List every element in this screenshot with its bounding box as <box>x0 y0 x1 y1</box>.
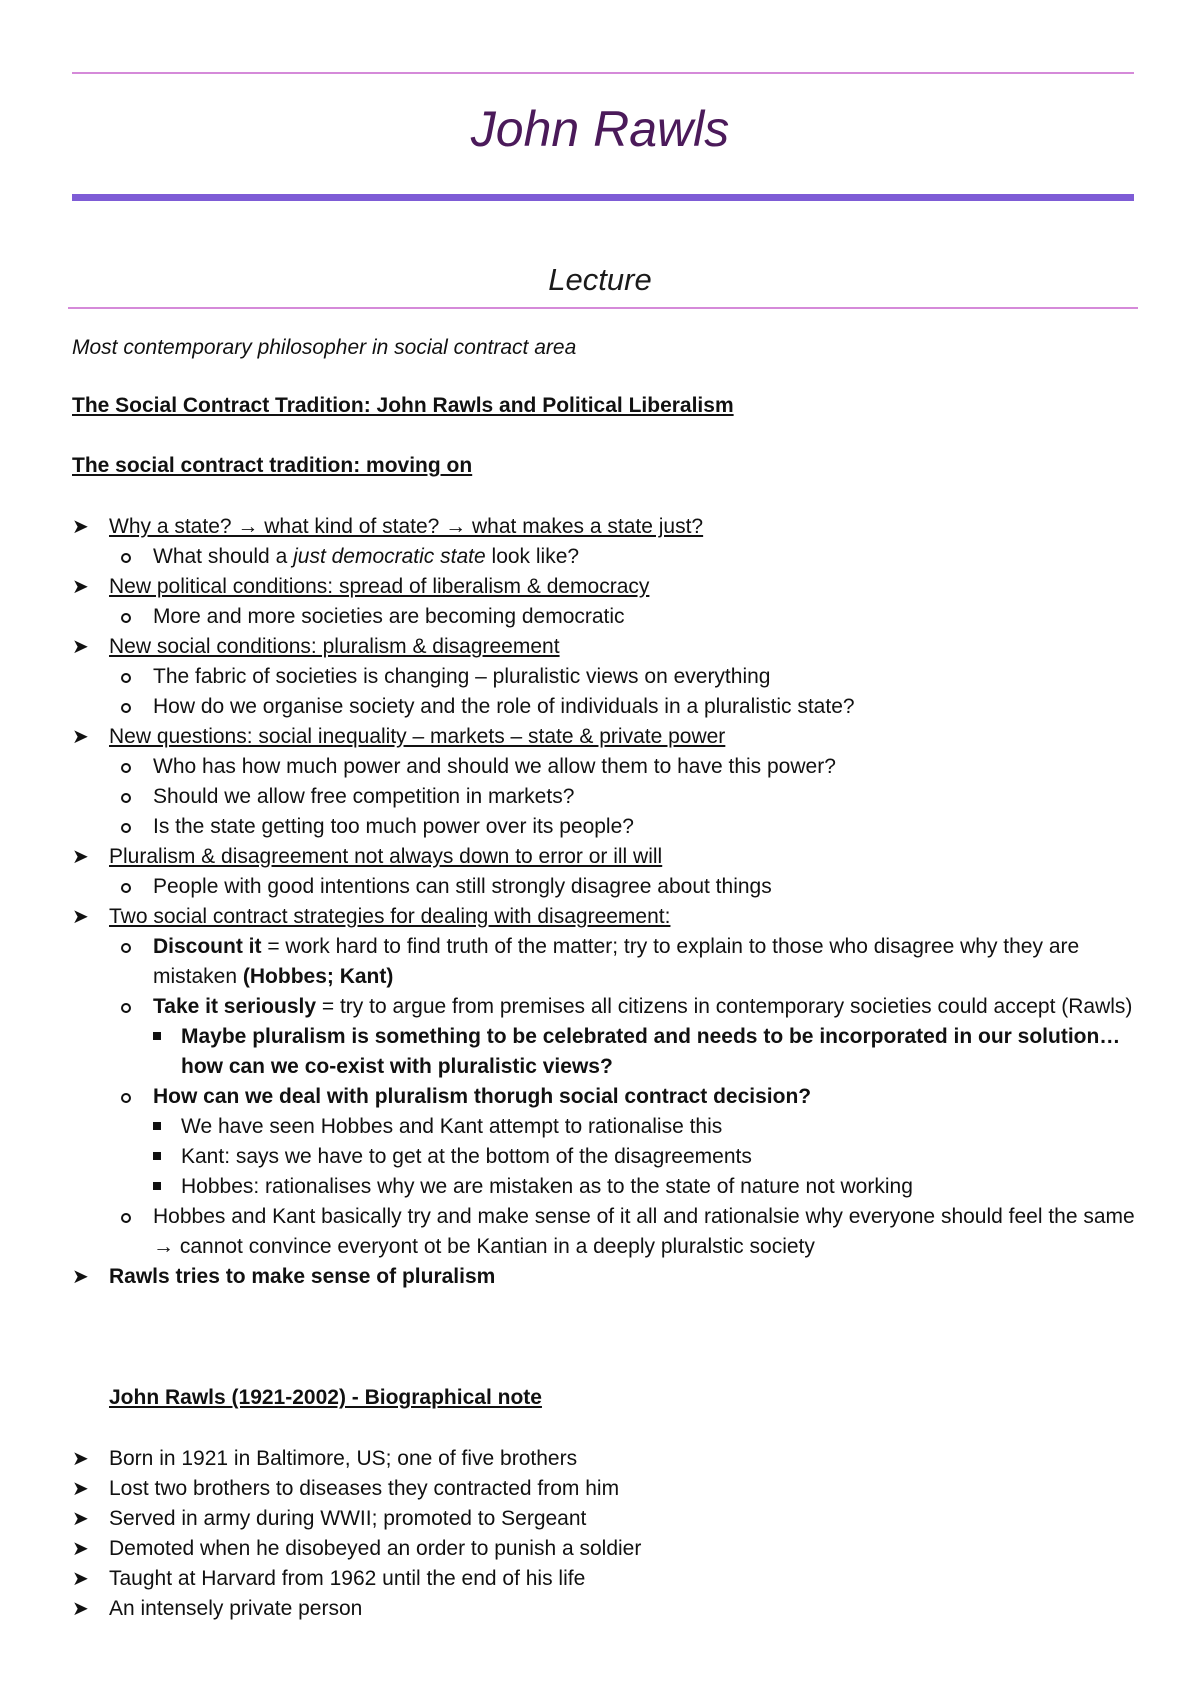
bullet-text: = work hard to find truth of the matter; try to explain to those who disagree why they are mistaken <box>153 935 1080 988</box>
bullet-text: Born in 1921 in Baltimore, US; one of five brothers <box>109 1447 578 1470</box>
circle-bullet-icon <box>121 1003 131 1013</box>
list-item <box>109 1082 1142 1202</box>
bullet-text: More and more societies are becoming democratic <box>153 605 625 628</box>
list-item <box>72 572 1142 632</box>
circle-bullet-icon <box>121 763 131 773</box>
square-bullet-icon <box>153 1182 161 1190</box>
bullet-text: An intensely private person <box>109 1597 363 1620</box>
list-item <box>72 902 1142 1262</box>
square-bullet-icon <box>153 1122 161 1130</box>
list-item <box>109 1202 1142 1262</box>
list-item <box>72 1594 1142 1624</box>
bullet-text: Taught at Harvard from 1962 until the end of his life <box>109 1567 586 1590</box>
circle-bullet-icon <box>121 553 131 563</box>
bullet-text: Should we allow free competition in markets? <box>153 785 575 808</box>
list-item <box>72 1444 1142 1474</box>
bullet-text: How can we deal with pluralism thorugh social contract decision? <box>153 1085 812 1108</box>
list-item <box>153 1142 1142 1172</box>
section-rule <box>68 307 1138 309</box>
bold-term: Discount it <box>153 935 262 958</box>
circle-bullet-icon <box>121 943 131 953</box>
list-item <box>72 1534 1142 1564</box>
bullet-text: Maybe pluralism is something to be celebrated and needs to be incorporated in our solution… how can we co-exist with pluralistic views? <box>181 1025 1121 1078</box>
arrow-bullet-icon: ➤ <box>72 1598 89 1620</box>
arrow-bullet-icon: ➤ <box>72 906 89 928</box>
bullet-text: Hobbes: rationalises why we are mistaken as to the state of nature not working <box>181 1175 913 1198</box>
circle-bullet-icon <box>121 613 131 623</box>
list-item <box>72 842 1142 902</box>
list-item <box>72 512 1142 572</box>
bullet-text: New questions: social inequality – markets – state & private power <box>109 725 726 748</box>
list-item <box>109 602 1142 632</box>
arrow-bullet-icon: ➤ <box>72 1538 89 1560</box>
bullet-text: New social conditions: pluralism & disagreement <box>109 635 560 658</box>
circle-bullet-icon <box>121 823 131 833</box>
arrow-bullet-icon: ➤ <box>72 726 89 748</box>
arrow-bullet-icon: ➤ <box>72 1478 89 1500</box>
section-heading: Lecture <box>548 262 652 297</box>
page-title: John Rawls <box>470 101 730 157</box>
list-item <box>72 1504 1142 1534</box>
circle-bullet-icon <box>121 883 131 893</box>
list-item <box>109 812 1142 842</box>
bullet-text: Why a state? → what kind of state? → what makes a state just? <box>109 515 704 538</box>
bio-list <box>72 1444 1142 1624</box>
arrow-bullet-icon: ➤ <box>72 516 89 538</box>
list-item <box>109 872 1142 902</box>
circle-bullet-icon <box>121 673 131 683</box>
bullet-text: Hobbes and Kant basically try and make sense of it all and rationalsie why everyone should feel the same → cannot convince everyont ot be Kantian in a deeply pluralstic society <box>153 1205 1135 1258</box>
arrow-bullet-icon: ➤ <box>72 1266 89 1288</box>
emphasis-text: just democratic state <box>293 545 486 568</box>
bullet-text: Who has how much power and should we allow them to have this power? <box>153 755 836 778</box>
list-item <box>72 1474 1142 1504</box>
bullet-text: What should a <box>153 545 294 568</box>
list-item <box>109 662 1142 692</box>
arrow-bullet-icon: ➤ <box>72 1568 89 1590</box>
arrow-bullet-icon: ➤ <box>72 636 89 658</box>
list-item <box>109 692 1142 722</box>
list-item <box>153 1022 1142 1082</box>
arrow-bullet-icon: ➤ <box>72 1508 89 1530</box>
bio-heading: John Rawls (1921-2002) - Biographical note <box>109 1386 542 1409</box>
bullet-text: Rawls tries to make sense of pluralism <box>109 1265 496 1288</box>
bullet-text: The fabric of societies is changing – pluralistic views on everything <box>153 665 771 688</box>
heading-moving-on: The social contract tradition: moving on <box>72 454 473 477</box>
bullet-text: Two social contract strategies for dealing with disagreement: <box>109 905 671 928</box>
bullet-text: look like? <box>485 545 580 568</box>
bullet-text: Served in army during WWII; promoted to Sergeant <box>109 1507 587 1530</box>
circle-bullet-icon <box>121 1093 131 1103</box>
arrow-bullet-icon: ➤ <box>72 846 89 868</box>
bullet-text: Is the state getting too much power over its people? <box>153 815 634 838</box>
list-item <box>153 1172 1142 1202</box>
list-item <box>109 542 1142 572</box>
circle-bullet-icon <box>121 703 131 713</box>
main-bullet-list <box>72 512 1142 1292</box>
bullet-text: Pluralism & disagreement not always down to error or ill will <box>109 845 663 868</box>
bullet-text: People with good intentions can still strongly disagree about things <box>153 875 772 898</box>
bullet-text: New political conditions: spread of liberalism & democracy <box>109 575 650 598</box>
square-bullet-icon <box>153 1152 161 1160</box>
arrow-bullet-icon: ➤ <box>72 1448 89 1470</box>
bullet-text: = try to argue from premises all citizens in contemporary societies could accept (Rawls) <box>316 995 1133 1018</box>
arrow-bullet-icon: ➤ <box>72 576 89 598</box>
list-item <box>109 782 1142 812</box>
bold-term: Take it seriously <box>153 995 317 1018</box>
circle-bullet-icon <box>121 1213 131 1223</box>
list-item <box>109 992 1142 1082</box>
circle-bullet-icon <box>121 793 131 803</box>
list-item <box>109 932 1142 992</box>
bullet-text: We have seen Hobbes and Kant attempt to rationalise this <box>181 1115 723 1138</box>
list-item <box>72 1262 1142 1292</box>
heading-social-contract: The Social Contract Tradition: John Rawls and Political Liberalism <box>72 394 734 417</box>
list-item <box>72 1564 1142 1594</box>
bullet-text: Kant: says we have to get at the bottom of the disagreements <box>181 1145 752 1168</box>
title-underline <box>72 194 1134 201</box>
list-item <box>72 632 1142 722</box>
list-item <box>153 1112 1142 1142</box>
bullet-text: Lost two brothers to diseases they contracted from him <box>109 1477 620 1500</box>
top-rule <box>72 72 1134 74</box>
list-item <box>109 752 1142 782</box>
list-item <box>72 722 1142 842</box>
intro-text: Most contemporary philosopher in social contract area <box>72 336 577 359</box>
square-bullet-icon <box>153 1032 161 1040</box>
bold-term: (Hobbes; Kant) <box>242 965 394 988</box>
bullet-text: How do we organise society and the role of individuals in a pluralistic state? <box>153 695 855 718</box>
bullet-text: Demoted when he disobeyed an order to punish a soldier <box>109 1537 642 1560</box>
